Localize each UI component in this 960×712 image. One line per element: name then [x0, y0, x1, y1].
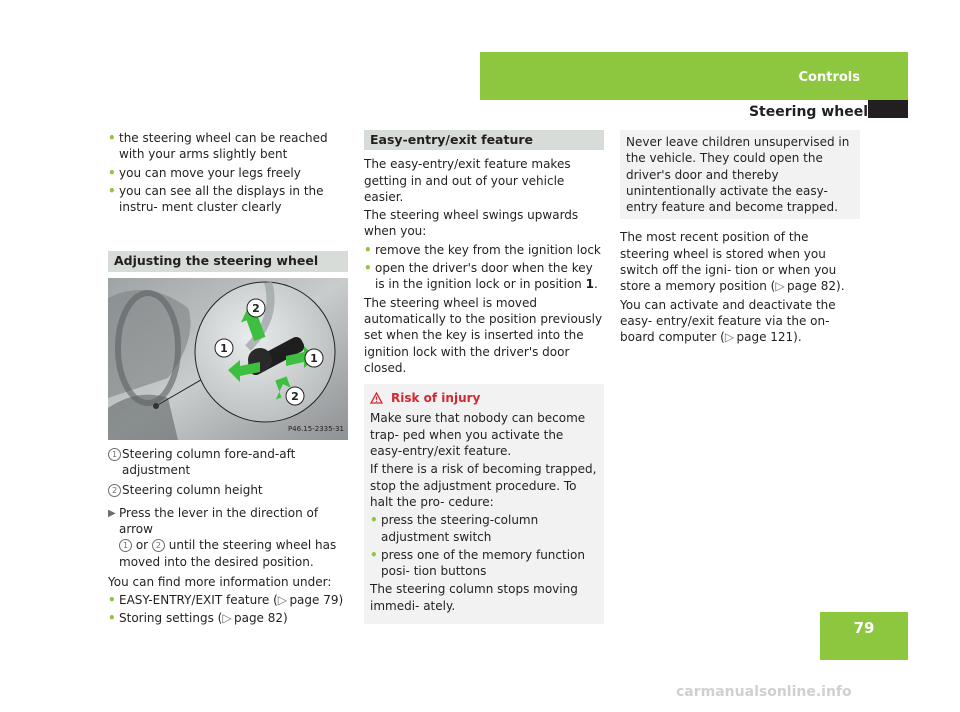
svg-text:2: 2 [252, 301, 260, 315]
section-heading: Adjusting the steering wheel [108, 251, 348, 271]
svg-text:2: 2 [291, 389, 299, 403]
list-item: • open the driver's door when the key is in the ignition lock or in position 1. [364, 260, 604, 293]
paragraph: The easy-entry/exit feature makes getting in and out of your vehicle easier. [364, 157, 571, 204]
note-box [620, 130, 860, 219]
steering-lever-illustration [108, 278, 348, 440]
section-heading: Easy-entry/exit feature [364, 130, 604, 150]
paragraph: The steering wheel swings upwards when you: [364, 208, 579, 239]
page-ref-icon: ▷ [222, 611, 232, 626]
page-ref-icon: ▷ [724, 330, 735, 345]
number-badge: 2 [108, 484, 121, 497]
legend-text: Steering column height [122, 483, 263, 498]
warning-text: Make sure that nobody can become trap- ped when you activate the easy-entry/exit feature. [370, 411, 586, 459]
section-label: Controls [798, 70, 860, 85]
more-info-text: You can find more information under: [108, 574, 332, 589]
list-item: • the steering wheel can be reached with your arms slightly bent [108, 130, 348, 163]
svg-text:1: 1 [220, 341, 228, 355]
number-badge: 1 [119, 539, 132, 552]
number-badge: 2 [152, 539, 165, 552]
header-marker [868, 100, 908, 118]
step-arrow-icon: ▶ [108, 507, 116, 519]
paragraph: The steering wheel is moved automatically to the position previously set when the key is inserted into the ignition lock with the driver's door closed. [364, 295, 603, 375]
warning-title: Risk of injury [370, 390, 598, 408]
column-2 [364, 130, 604, 624]
list-item: • press the steering-column adjustment switch [370, 512, 598, 545]
page-ref-icon: ▷ [775, 279, 785, 294]
list-item: • press one of the memory function posi- tion buttons [370, 547, 598, 580]
steering-lever-figure [108, 278, 348, 440]
warning-text: The steering column stops moving immedi- ately. [370, 582, 578, 613]
list-item: • remove the key from the ignition lock [364, 242, 604, 258]
watermark: carmanualsonline.info [676, 684, 852, 700]
warning-box [364, 384, 604, 624]
list-item: • you can see all the displays in the instru- ment cluster clearly [108, 183, 348, 216]
page-number: 79 [853, 619, 875, 637]
note-text: Never leave children unsupervised in the vehicle. They could open the driver's door and thereby unintentionally activate the easy-entry feature and become trapped. [626, 135, 850, 215]
legend-item [108, 482, 348, 498]
column-3 [620, 130, 860, 348]
figure-code: P46.15-2335-31 [287, 425, 344, 434]
instruction-step: ▶ Press the lever in the direction of arrow 1 or 2 until the steering wheel has moved into the desired position. [108, 505, 337, 569]
warning-text: If there is a risk of becoming trapped, stop the adjustment procedure. To halt the pro- cedure: [370, 462, 597, 509]
reference-item: • Storing settings (▷ page 82) [108, 610, 348, 626]
svg-text:1: 1 [310, 351, 318, 365]
reference-item: • EASY-ENTRY/EXIT feature (▷ page 79) [108, 592, 348, 608]
list-item: • you can move your legs freely [108, 165, 348, 181]
page-title: Steering wheel [748, 104, 868, 120]
legend-item [108, 446, 348, 479]
column-1 [108, 130, 348, 629]
warning-triangle-icon [370, 392, 383, 408]
legend-text: Steering column fore-and-aft adjustment [122, 446, 296, 478]
page-ref-icon: ▷ [277, 593, 288, 608]
paragraph: You can activate and deactivate the easy- entry/exit feature via the on-board computer (▷ page 121). [620, 297, 836, 345]
paragraph: The most recent position of the steering wheel is stored when you switch off the igni- tion or when you store a memory position (▷ page 82). [620, 230, 845, 294]
number-badge: 1 [108, 448, 121, 461]
